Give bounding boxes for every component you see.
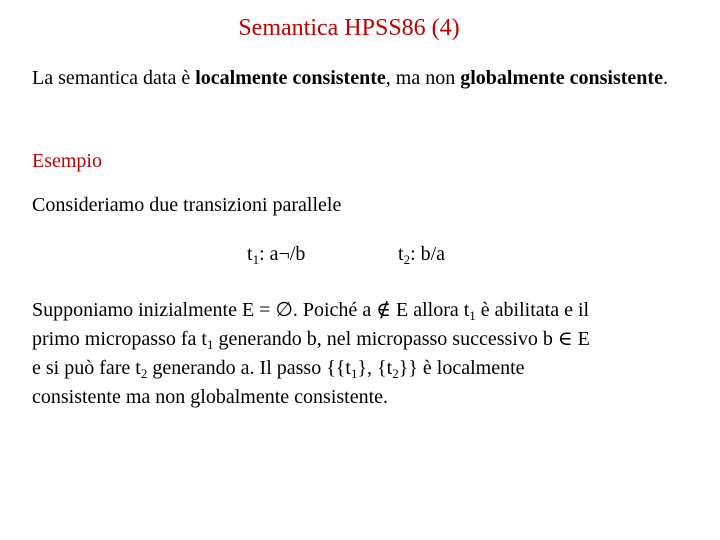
explanation-line-1-sub: 1 xyxy=(469,308,476,323)
explanation-line-4: consistente ma non globalmente consistente. xyxy=(32,386,389,408)
explanation-line-3-tail: }} è localmente xyxy=(398,357,525,379)
transition-t1-negation: ¬ xyxy=(278,243,290,265)
slide-title: Semantica HPSS86 (4) xyxy=(238,15,460,41)
transition-t2-label: : b/a xyxy=(410,243,446,265)
transition-t2-name: t xyxy=(398,243,404,265)
example-label: Esempio xyxy=(32,150,102,172)
explanation-line-1 xyxy=(32,296,692,325)
explanation-line-1-tail: è abilitata e il xyxy=(475,299,590,321)
explanation-line-3-sub2: 1 xyxy=(350,366,358,381)
explanation-line-2-text: primo micropasso fa t xyxy=(32,328,207,350)
consider-text: Consideriamo due transizioni parallele xyxy=(32,194,342,216)
transition-t1 xyxy=(247,240,305,268)
explanation-line-2-end: E xyxy=(577,328,590,350)
transition-t1-index: 1 xyxy=(252,252,260,267)
intro-text-1: La semantica data è xyxy=(32,67,196,89)
explanation-line-3-sub: 2 xyxy=(140,366,148,381)
intro-bold-global: globalmente consistente xyxy=(460,67,663,89)
explanation-line-2-tail: generando b, nel micropasso successivo b ∈ xyxy=(213,328,578,350)
explanation-line-3-text: e si può fare t xyxy=(32,357,141,379)
intro-bold-local: localmente consistente xyxy=(195,67,386,89)
transition-t1-name: t xyxy=(247,243,253,265)
explanation-line-2 xyxy=(32,325,692,354)
explanation-line-3-mid: generando a. Il passo {{t xyxy=(147,357,351,379)
explanation-line-2-sub: 1 xyxy=(206,337,214,352)
explanation-line-3 xyxy=(32,354,692,383)
intro-paragraph xyxy=(32,64,692,92)
intro-text-3: . xyxy=(662,67,668,89)
explanation-line-3-mid2: }, {t xyxy=(357,357,393,379)
transition-t1-label: : a xyxy=(259,243,279,265)
explanation-line-2-main xyxy=(32,328,578,350)
explanation-line-3-sub3: 2 xyxy=(392,366,399,381)
intro-text-2: , ma non xyxy=(385,67,461,89)
explanation-line-1-text: Supponiamo inizialmente E = ∅. Poiché a ∉ E allora t xyxy=(32,299,470,321)
explanation-paragraph xyxy=(32,296,692,412)
transition-t1-tail: /b xyxy=(289,243,306,265)
transition-t2-index: 2 xyxy=(403,252,411,267)
transition-t2 xyxy=(398,240,445,268)
